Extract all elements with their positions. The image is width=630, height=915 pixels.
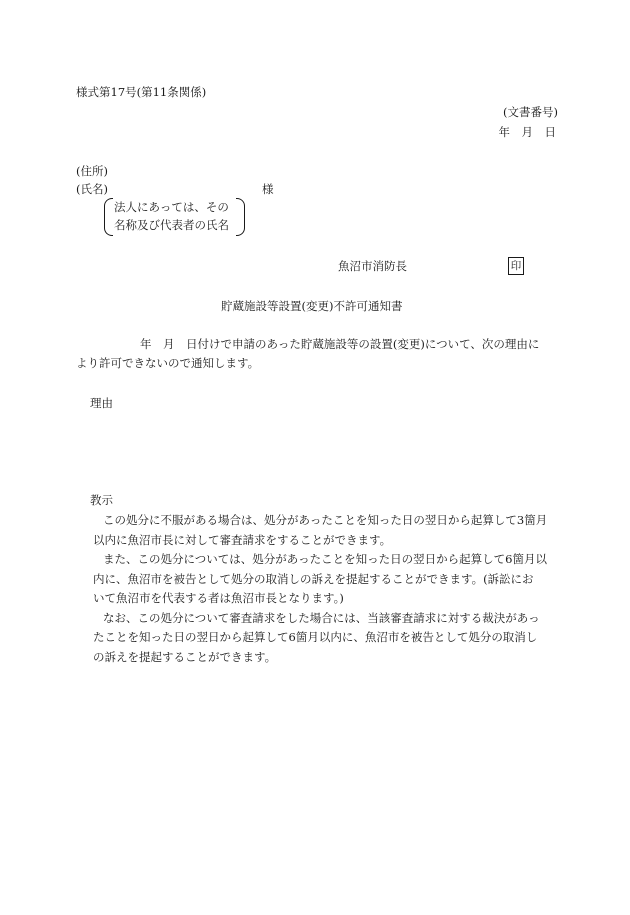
form-number: 様式第17号(第11条関係) (76, 85, 207, 99)
instruction-p2-line-1: また、この処分については、処分があったことを知った日の翌日から起算して6箇月以 (103, 552, 547, 566)
issuer-name: 魚沼市消防長 (338, 259, 407, 273)
reason-label: 理由 (90, 396, 113, 410)
instruction-p3-line-3: の訴えを提起することができます。 (93, 650, 277, 664)
instruction-p1-line-2: 以内に魚沼市長に対して審査請求をすることができます。 (93, 533, 392, 547)
name-label: (氏名) (76, 182, 108, 196)
body-line-2: より許可できないので通知します。 (76, 356, 260, 370)
body-line-1: 年 月 日付けで申請のあった貯蔵施設等の設置(変更)について、次の理由に (140, 337, 540, 351)
left-bracket (104, 198, 113, 236)
seal-stamp: 印 (508, 257, 524, 275)
corp-note-line-1: 法人にあっては、その (114, 200, 229, 214)
address-label: (住所) (76, 164, 108, 178)
document-number: (文書番号) (503, 105, 558, 119)
corp-note-line-2: 名称及び代表者の氏名 (114, 218, 229, 232)
honorific: 様 (262, 182, 274, 196)
right-bracket (236, 198, 245, 236)
instruction-p2-line-3: いて魚沼市を代表する者は魚沼市長となります。) (93, 591, 344, 605)
issue-date: 年 月 日 (498, 125, 556, 139)
instruction-p3-line-2: たことを知った日の翌日から起算して6箇月以内に、魚沼市を被告として処分の取消し (93, 630, 538, 644)
instruction-p3-line-1: なお、この処分について審査請求をした場合には、当該審査請求に対する裁決があっ (103, 611, 540, 625)
instruction-p2-line-2: 内に、魚沼市を被告として処分の取消しの訴えを提起することができます。(訴訟にお (93, 572, 534, 586)
instruction-p1-line-1: この処分に不服がある場合は、処分があったことを知った日の翌日から起算して3箇月 (103, 513, 548, 527)
instruction-label: 教示 (90, 493, 113, 507)
document-title: 貯蔵施設等設置(変更)不許可通知書 (221, 299, 403, 313)
